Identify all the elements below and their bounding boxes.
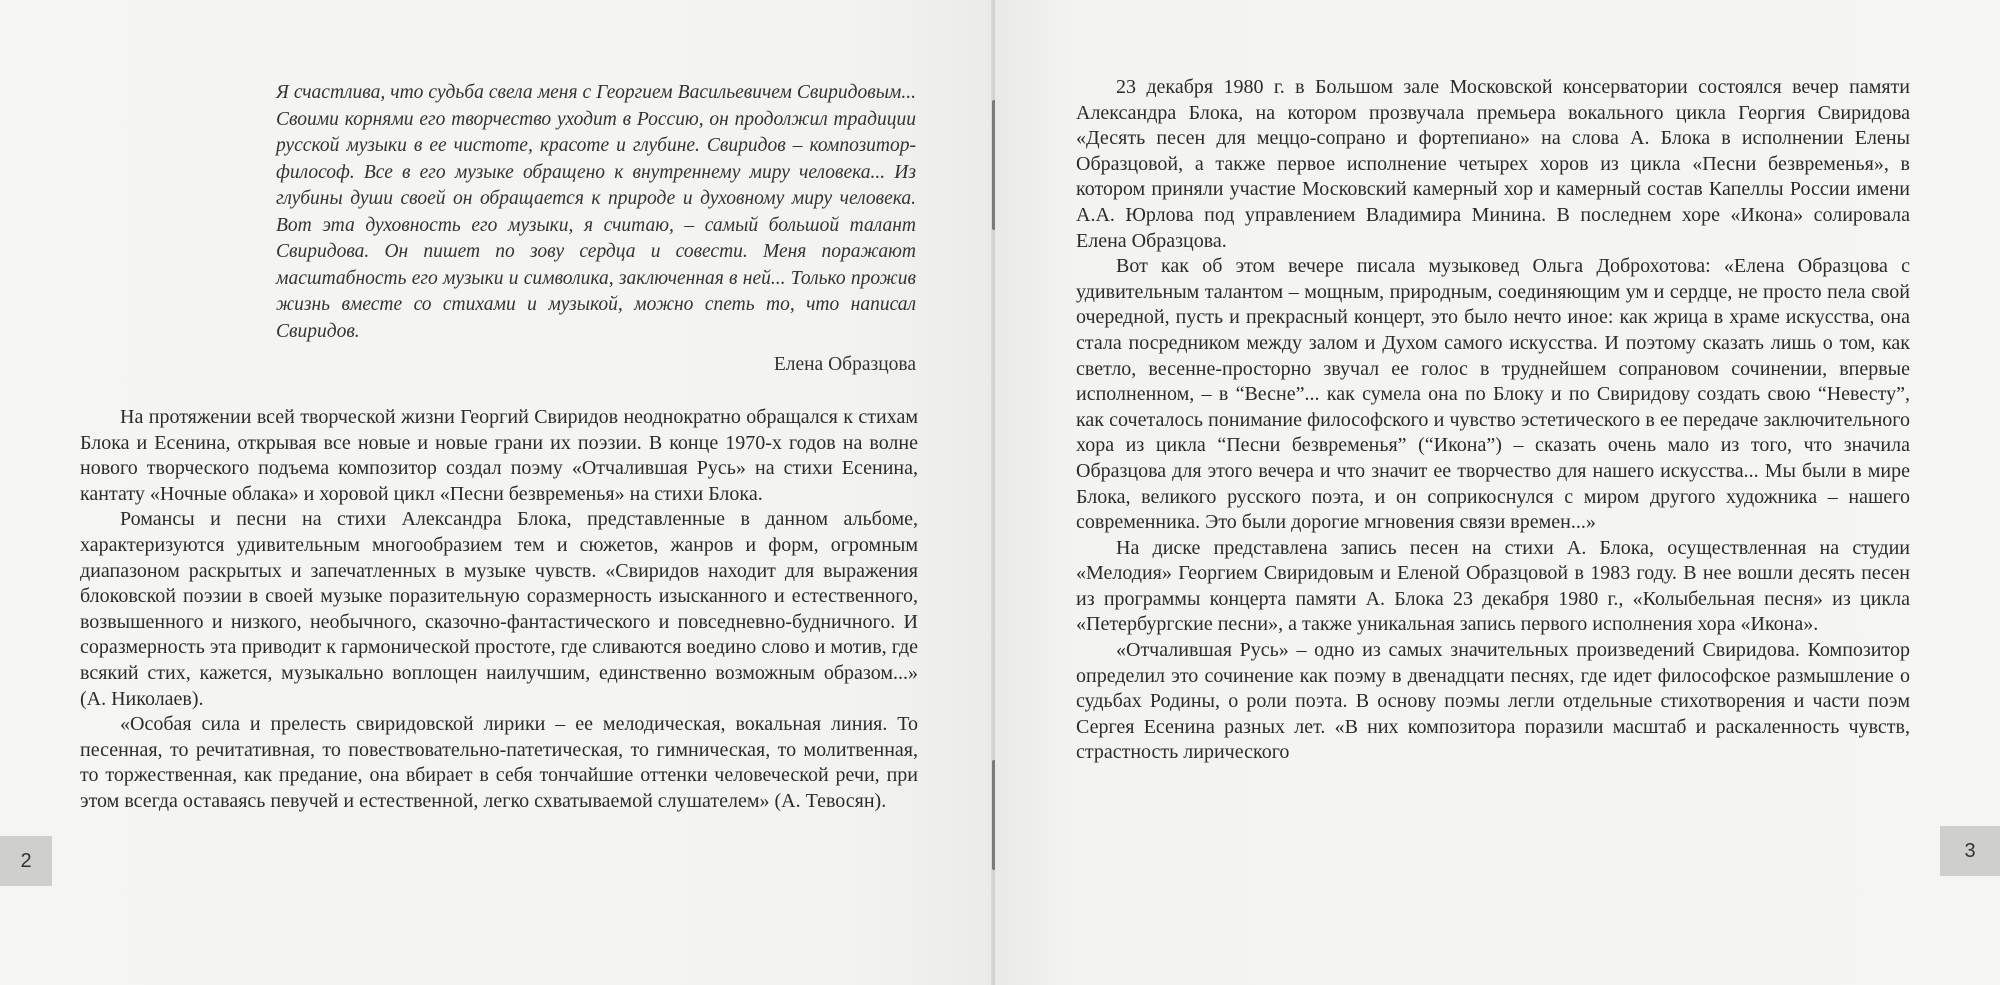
paragraph: 23 декабря 1980 г. в Большом зале Московской консерватории состоялся вечер памяти Александра Блока, на котором прозвучала премьера вокального цикла Георгия Свиридова «Десять песен для меццо-сопрано и фортепиано» на слова А. Блока в исполнении Елены Образцовой, а также первое исполнение четырех хоров из цикла «Песни безвременья», в котором приняли участие Московский камерный хор и камерный состав Капеллы России имени А.А. Юрлова под управлением Владимира Минина. В последнем хоре «Икона» солировала Елена Образцова. <box>1076 76 1910 252</box>
epigraph-quote: Я счастлива, что судьба свела меня с Георгием Васильевичем Свиридовым... Своими корнями его творчество уходит в Россию, он продолжил традиции русской музыки в ее чистоте, красоте и глубине. Свиридов – композитор-философ. Все в его музыке обращено к внутреннему миру человека... Из глубины души своей он обращается к природе и духовному миру человека. Вот эта духовность его музыки, я считаю, – самый большой талант Свиридова. Он пишет по зову сердца и совести. Меня поражают масштабность его музыки и символика, заключенная в ней... Только прожив жизнь вместе со стихами и музыкой, можно спеть то, что написал Свиридов. <box>276 82 916 342</box>
paragraph: На диске представлена запись песен на стихи А. Блока, осуществленная на студии «Мелодия» Георгием Свиридовым и Еленой Образцовой в 1983 году. В нее вошли десять песен из программы концерта памяти А. Блока 23 декабря 1980 г., «Колыбельная песня» из цикла «Петербургские песни», а также уникальная запись первого исполнения хора «Икона». <box>1076 536 1910 636</box>
paragraph: На протяжении всей творческой жизни Георгий Свиридов неоднократно обращался к стихам Блока и Есенина, открывая все новые и новые грани их поэзии. В конце 1970-х годов на волне нового творческого подъема композитор создал поэму «Отчалившая Русь» на стихи Есенина, кантату «Ночные облака» и хоровой цикл «Песни безвременья» на стихи Блока. <box>80 406 918 505</box>
paragraph: «Отчалившая Русь» – одно из самых значительных произведений Свиридова. Композитор определил это сочинение как поэму в двенадцати песнях, где идет философское размышление о судьбах Родины, о роли поэта. В основу поэмы легли отдельные стихотворения и части поэм Сергея Есенина разных лет. «В них композитора поразили масштаб и раскаленность чувств, страстность лирического <box>1076 639 1910 764</box>
epigraph-author: Елена Образцова <box>773 354 916 375</box>
left-page <box>0 0 993 985</box>
page-number-left: 2 <box>0 836 52 886</box>
paragraph: «Особая сила и прелесть свиридовской лирики – ее мелодическая, вокальная линия. То песенная, то речитативная, то повествовательно-патетическая, то гимническая, то молитвенная, то торжественная, как предание, она вбирает в себя тончайшие оттенки человеческой речи, при этом всегда оставаясь певучей и естественной, легко схватываемой слушателем» (А. Тевосян). <box>80 713 918 812</box>
page-number-right: 3 <box>1940 826 2000 876</box>
left-body-text <box>80 405 918 815</box>
paragraph: Вот как об этом вечере писала музыковед Ольга Доброхотова: «Елена Образцова с удивительным талантом – мощным, природным, соединяющим ум и сердце, не просто пела свой очередной, пусть и прекрасный концерт, это было нечто иное: как жрица в храме искусства, она стала посредником между залом и Духом самого искусства. И поэтому сказать лишь о том, как светло, весенне-просторно звучал ее голос в труднейшем сопрановом сочинении, впервые исполненном, – в “Весне”... как сумела она по Блоку и по Свиридову создать свою “Невесту”, как сочеталось понимание философского и чувство эстетического в ее передаче заключительного хора из цикла “Песни безвременья” (“Икона”) – сказать очень мало из того, что значила Образцова для этого вечера и что значит ее творчество для нашего искусства... Мы были в мире Блока, великого русского поэта, и он соприкоснулся с миром другого художника – нашего современника. Это были дорогие мгновения связи времен...» <box>1076 255 1910 534</box>
right-body-text <box>1076 75 1910 766</box>
paragraph: Романсы и песни на стихи Александра Блока, представленные в данном альбоме, характеризуются удивительным многообразием тем и сюжетов, жанров и форм, огромным диапазоном раскрытых и запечатленных в музыке чувств. «Свиридов находит для выражения блоковской поэзии в своей музыке поразительную соразмерность изысканного и естественного, возвышенного и низкого, необычного, сказочно-фантастического и повседневно-будничного. И соразмерность эта приводит к гармонической простоте, где сливаются воедино слово и мотив, где всякий стих, кажется, музыкально воплощен наилучшим, единственно возможным образом...» (А. Николаев). <box>80 508 918 710</box>
